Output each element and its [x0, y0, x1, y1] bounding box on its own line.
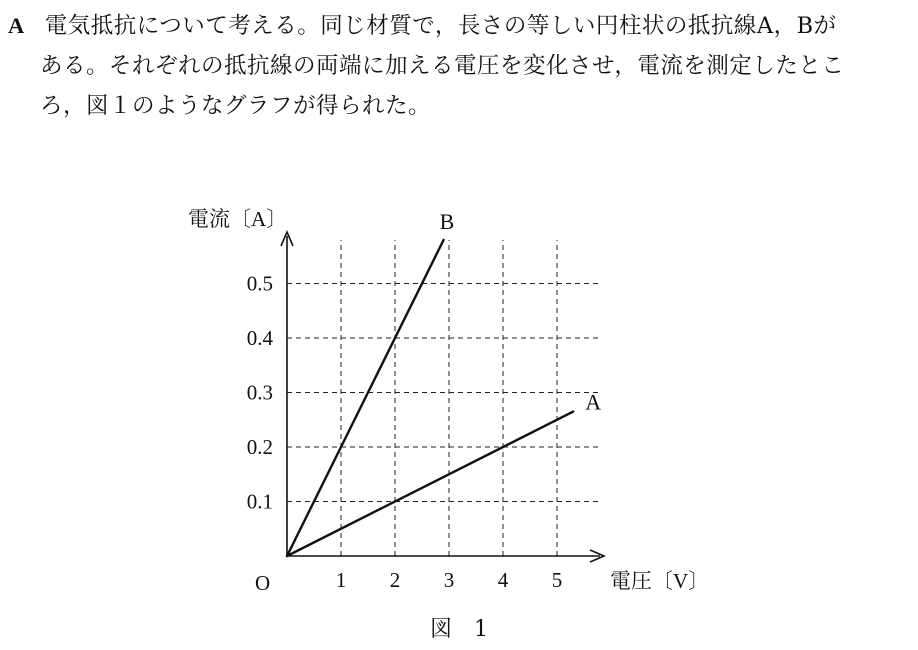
problem-line-1-text: 電気抵抗について考える。同じ材質で，長さの等しい円柱状の抵抗線A，Bが — [44, 13, 837, 39]
series-label-a: A — [585, 389, 602, 415]
series-line-b — [287, 240, 444, 556]
y-tick-label-0.1: 0.1 — [246, 489, 273, 514]
series-lines — [287, 209, 601, 556]
x-tick-label-2: 2 — [389, 568, 401, 592]
problem-line-3: ろ，図１のようなグラフが得られた。 — [40, 93, 432, 119]
grid-lines — [287, 240, 600, 556]
y-tick-label-0.2: 0.2 — [246, 435, 273, 459]
x-axis-label: 電圧〔V〕 — [610, 569, 710, 593]
origin-label: O — [255, 571, 271, 595]
y-axis-label: 電流〔A〕 — [188, 207, 288, 231]
problem-line-2: ある。それぞれの抵抗線の両端に加える電圧を変化させ，電流を測定したとこ — [40, 53, 845, 79]
y-tick-label-0.4: 0.4 — [246, 326, 273, 350]
y-tick-label-0.3: 0.3 — [246, 380, 273, 405]
x-tick-label-1: 1 — [335, 568, 347, 592]
axes — [281, 232, 604, 562]
x-tick-label-5: 5 — [551, 568, 563, 592]
series-line-a — [287, 412, 573, 556]
series-label-b: B — [439, 208, 455, 234]
x-tick-label-3: 3 — [443, 568, 455, 592]
problem-label: A — [8, 13, 25, 38]
x-tick-label-4: 4 — [497, 568, 509, 592]
figure-caption: 図 1 — [430, 617, 488, 642]
y-tick-label-0.5: 0.5 — [246, 271, 273, 296]
